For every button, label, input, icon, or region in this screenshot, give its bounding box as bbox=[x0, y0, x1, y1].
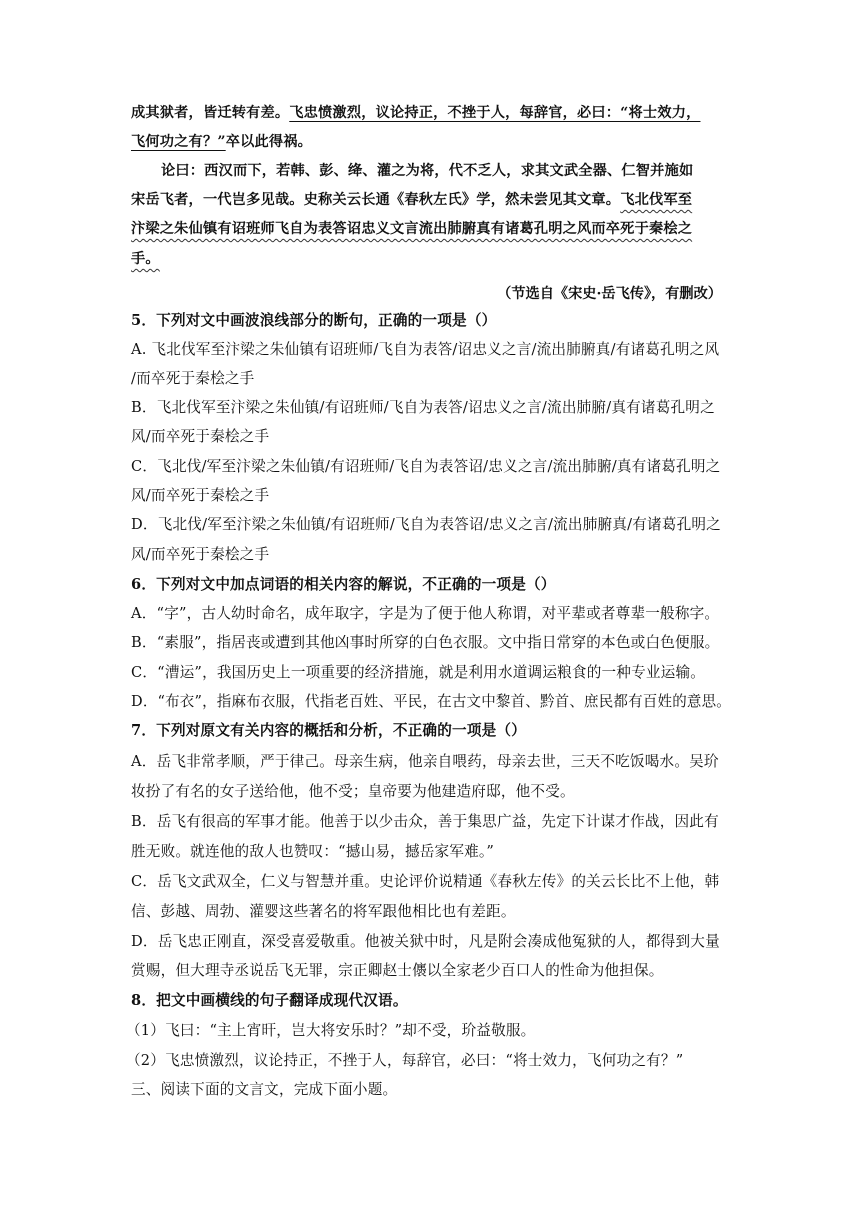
passage-line-6: 手。 bbox=[131, 251, 160, 267]
passage-line-5: 汴梁之朱仙镇有诏班师飞自为表答诏忠义文言流出肺腑真有诸葛孔明之风而卒死于秦桧之 bbox=[131, 221, 693, 237]
passage-line-2 bbox=[131, 135, 731, 149]
q6-option-b: B．“素服”，指居丧或遭到其他凶事时所穿的白色衣服。文中指日常穿的本色或白色便服。 bbox=[131, 634, 720, 651]
q7-option-d-cont: 赏赐，但大理寺丞说岳飞无罪，宗正卿赵士㒟以全家老少百口人的性命为他担保。 bbox=[131, 962, 664, 979]
q7-option-b-cont: 胜无败。就连他的敌人也赞叹：“撼山易，撼岳家军难。” bbox=[131, 843, 495, 860]
passage-line-1 bbox=[131, 106, 731, 120]
q7-option-a-cont: 妆扮了有名的女子送给他，他不受；皇帝要为他建造府邸，他不受。 bbox=[131, 783, 575, 800]
q8-sentence-2: （2）飞忠愤激烈，议论持正，不挫于人，每辞官，必曰：“将士效力，飞何功之有？” bbox=[126, 1052, 684, 1069]
underlined-sentence: 飞何功之有？” bbox=[131, 134, 226, 150]
q6-option-a: A．“字”，古人幼时命名，成年取字，字是为了便于他人称谓，对平辈或者尊辈一般称字。 bbox=[131, 605, 720, 622]
q7-stem: 7．下列对原文有关内容的概括和分析，不正确的一项是（） bbox=[131, 722, 526, 739]
passage-text: 宋岳飞者，一代岂多见哉。史称关云长通《春秋左氏》学，然未尝见其文章。 bbox=[131, 192, 621, 208]
q5-option-c: C．飞北伐/军至汴梁之朱仙镇/有诏班师/飞自为表答诏/忠义之言/流出肺腑/真有诸葛孔明之 bbox=[131, 458, 721, 475]
q7-option-c-cont: 信、彭越、周勃、灌婴这些著名的将军跟他相比也有差距。 bbox=[131, 903, 516, 920]
underlined-sentence: 飞忠愤激烈，议论持正，不挫于人，每辞官，必曰：“将士效力， bbox=[289, 105, 701, 121]
q5-option-c-cont: 风/而卒死于秦桧之手 bbox=[131, 487, 270, 504]
q7-option-c: C．岳飞文武双全，仁义与智慧并重。史论评价说精通《春秋左传》的关云长比不上他，韩 bbox=[131, 873, 720, 890]
passage-text: 卒以此得祸。 bbox=[225, 134, 313, 150]
q5-option-d: D．飞北伐/军至汴梁之朱仙镇/有诏班师/飞自为表答诏/忠义之言/流出肺腑真/有诸葛孔明之 bbox=[131, 516, 721, 533]
q7-option-a: A．岳飞非常孝顺，严于律己。母亲生病，他亲自喂药，母亲去世，三天不吃饭喝水。吴玠 bbox=[131, 753, 719, 770]
section-3-heading: 三、阅读下面的文言文，完成下面小题。 bbox=[131, 1081, 398, 1098]
q5-option-a-cont: /而卒死于秦桧之手 bbox=[131, 370, 255, 387]
q5-option-b: B．飞北伐军至汴梁之朱仙镇/有诏班师/飞自为表答/诏忠义之言/流出肺腑/真有诸葛孔明之 bbox=[131, 399, 715, 416]
q7-option-d: D．岳飞忠正刚直，深受喜爱敬重。他被关狱中时，凡是附会凑成他冤狱的人，都得到大量 bbox=[131, 933, 720, 950]
q8-stem: 8．把文中画横线的句子翻译成现代汉语。 bbox=[131, 992, 408, 1009]
q7-option-b: B．岳飞有很高的军事才能。他善于以少击众，善于集思广益，先定下计谋才作战，因此有 bbox=[131, 813, 719, 830]
q5-stem: 5．下列对文中画波浪线部分的断句，正确的一项是（） bbox=[131, 312, 497, 329]
q6-stem: 6．下列对文中加点词语的相关内容的解说，不正确的一项是（） bbox=[131, 576, 556, 593]
source-citation: （节选自《宋史·岳飞传》，有删改） bbox=[497, 286, 722, 302]
passage-text: 成其狱者，皆迁转有差。 bbox=[131, 105, 290, 121]
passage-line-3: 论曰：西汉而下，若韩、彭、绛、灌之为将，代不乏人，求其文武全器、仁智并施如 bbox=[161, 163, 694, 179]
q5-option-a: A. 飞北伐军至汴梁之朱仙镇有诏班师/飞自为表答/诏忠义之言/流出肺腑真/有诸葛孔明之风 bbox=[131, 341, 720, 358]
q6-option-d: D．“布衣”，指麻布衣服，代指老百姓、平民，在古文中黎首、黔首、庶民都有百姓的意思。 bbox=[131, 693, 731, 710]
passage-line-4 bbox=[131, 193, 731, 207]
q8-sentence-1: （1）飞曰：“主上宵旰，岂大将安乐时？”却不受，玠益敬服。 bbox=[126, 1022, 536, 1039]
wavy-underlined-text: 飞北伐军至 bbox=[620, 192, 693, 208]
q5-option-d-cont: 风/而卒死于秦桧之手 bbox=[131, 546, 270, 563]
q6-option-c: C．“漕运”，我国历史上一项重要的经济措施，就是利用水道调运粮食的一种专业运输。 bbox=[131, 664, 706, 681]
q5-option-b-cont: 风/而卒死于秦桧之手 bbox=[131, 428, 270, 445]
